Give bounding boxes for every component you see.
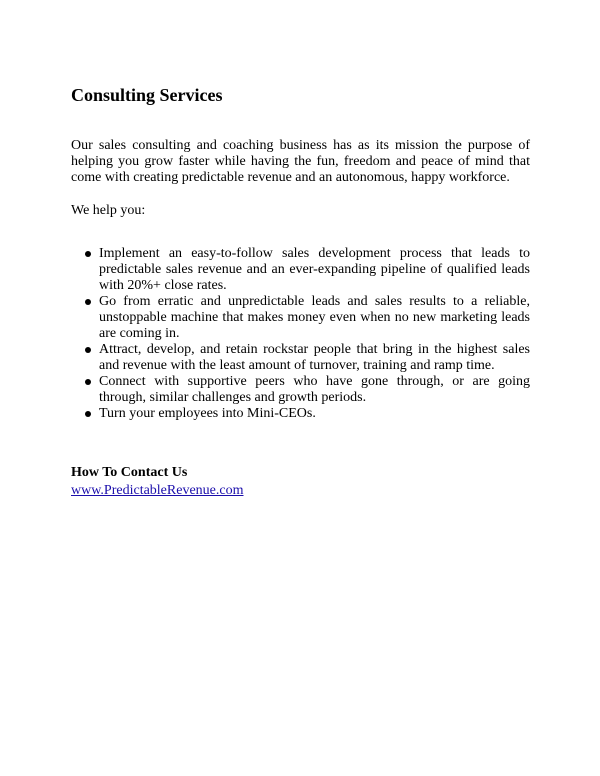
bullet-icon xyxy=(85,411,91,417)
bullet-icon xyxy=(85,379,91,385)
contact-heading: How To Contact Us xyxy=(71,465,188,480)
intro-paragraph: Our sales consulting and coaching business has as its mission the purpose of helping you grow faster while having the fun, freedom and peace of mind that come with creating predictable revenue and an autonomous, happy workforce. xyxy=(71,138,530,185)
lead-text: We help you: xyxy=(71,203,146,218)
list-item xyxy=(99,374,530,406)
website-link[interactable]: www.PredictableRevenue.com xyxy=(71,483,244,498)
list-item-text: Connect with supportive peers who have gone through, or are going through, similar challenges and growth periods. xyxy=(99,374,530,405)
list-item-text: Implement an easy-to-follow sales development process that leads to predictable sales revenue and an ever-expanding pipeline of qualified leads with 20%+ close rates. xyxy=(99,246,530,293)
list-item-text: Attract, develop, and retain rockstar people that bring in the highest sales and revenue with the least amount of turnover, training and ramp time. xyxy=(99,342,530,373)
list-item-text: Go from erratic and unpredictable leads and sales results to a reliable, unstoppable machine that makes money even when no new marketing leads are coming in. xyxy=(99,294,530,341)
list-item xyxy=(99,294,530,342)
page-title: Consulting Services xyxy=(71,85,223,105)
bullet-icon xyxy=(85,251,91,257)
services-list xyxy=(71,246,530,422)
bullet-icon xyxy=(85,347,91,353)
list-item xyxy=(99,406,530,422)
list-item-text: Turn your employees into Mini-CEOs. xyxy=(99,406,316,421)
contact-section xyxy=(71,465,530,499)
bullet-icon xyxy=(85,299,91,305)
document-page xyxy=(71,84,530,499)
list-item xyxy=(99,342,530,374)
list-item xyxy=(99,246,530,294)
